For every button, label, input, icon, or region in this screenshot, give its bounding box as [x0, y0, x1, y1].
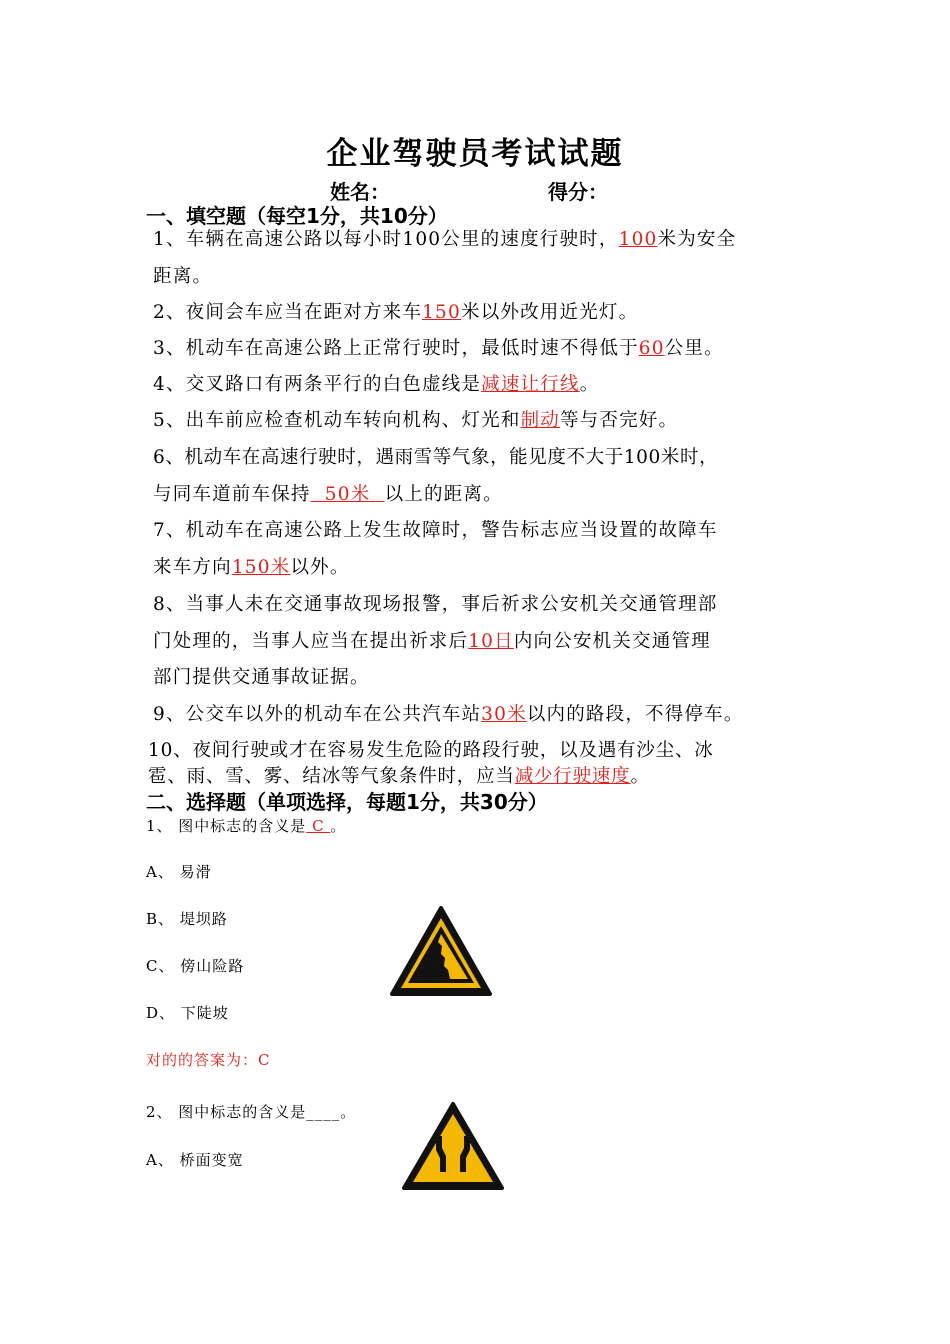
section1-heading: 一、填空题（每空1分，共10分） — [146, 204, 448, 228]
q10-line2: 雹、雨、雪、雾、结冰等气象条件时，应当减少行驶速度。 — [148, 766, 650, 787]
q1-line2: 距离。 — [153, 266, 213, 287]
q1-answer: 100 — [618, 229, 658, 250]
q3-line: 3、机动车在高速公路上正常行驶时，最低时速不得低于60公里。 — [153, 338, 724, 359]
q5-answer: 制动 — [520, 410, 560, 431]
q8-answer: 10日 — [468, 631, 514, 652]
mc1-option-b: B、 堤坝路 — [146, 910, 228, 928]
mc1-stem: 1、 图中标志的含义是 C 。 — [146, 817, 347, 835]
q8-line2: 门处理的，当事人应当在提出祈求后10日内向公安机关交通管理 — [153, 631, 711, 652]
q5-line: 5、出车前应检查机动车转向机构、灯光和制动等与否完好。 — [153, 410, 679, 431]
q7-line2: 来车方向150米以外。 — [153, 557, 350, 578]
q1-line1: 1、车辆在高速公路以每小时100公里的速度行驶时，100米为安全 — [153, 229, 737, 250]
score-label: 得分： — [548, 180, 608, 204]
q9-answer: 30米 — [481, 704, 527, 725]
q8-line3: 部门提供交通事故证据。 — [153, 667, 370, 688]
q4-answer: 减速让行线 — [481, 374, 580, 395]
q10-line1: 10、夜间行驶或才在容易发生危险的路段行驶，以及遇有沙尘、冰 — [148, 740, 714, 761]
q7-answer: 150米 — [231, 557, 291, 578]
q7-line1: 7、机动车在高速公路上发生故障时，警告标志应当设置的故障车 — [153, 520, 718, 541]
q6-answer: 50米 — [310, 484, 385, 505]
mc2-option-a: A、 桥面变宽 — [146, 1151, 244, 1169]
mc1-answer: C — [306, 817, 331, 835]
mc1-option-c: C、 傍山险路 — [146, 957, 245, 975]
mc2-stem: 2、 图中标志的含义是____。 — [146, 1103, 357, 1121]
q6-line1: 6、机动车在高速行驶时，遇雨雪等气象，能见度不大于100米时， — [153, 447, 719, 468]
mc1-option-d: D、 下陡坡 — [146, 1004, 229, 1022]
section2-heading: 二、选择题（单项选择，每题1分，共30分） — [146, 790, 548, 814]
q4-line: 4、交叉路口有两条平行的白色虚线是减速让行线。 — [153, 374, 600, 395]
page-title: 企业驾驶员考试试题 — [326, 136, 624, 172]
mc1-answer-note: 对的的答案为：C — [146, 1051, 271, 1069]
q2-answer: 150 — [422, 302, 461, 323]
cliff-road-sign-icon — [388, 904, 494, 998]
q2-line: 2、夜间会车应当在距对方来车150米以外改用近光灯。 — [153, 302, 639, 323]
q6-line2: 与同车道前车保持 50米 以上的距离。 — [153, 484, 503, 505]
name-label: 姓名： — [330, 180, 390, 204]
q3-answer: 60 — [638, 338, 665, 359]
q10-answer: 减少行驶速度 — [514, 766, 631, 787]
q8-line1: 8、当事人未在交通事故现场报警，事后祈求公安机关交通管理部 — [153, 594, 718, 615]
mc1-option-a: A、 易滑 — [146, 863, 212, 881]
q9-line: 9、公交车以外的机动车在公共汽车站30米以内的路段，不得停车。 — [153, 704, 744, 725]
road-narrows-sign-icon — [400, 1100, 506, 1192]
